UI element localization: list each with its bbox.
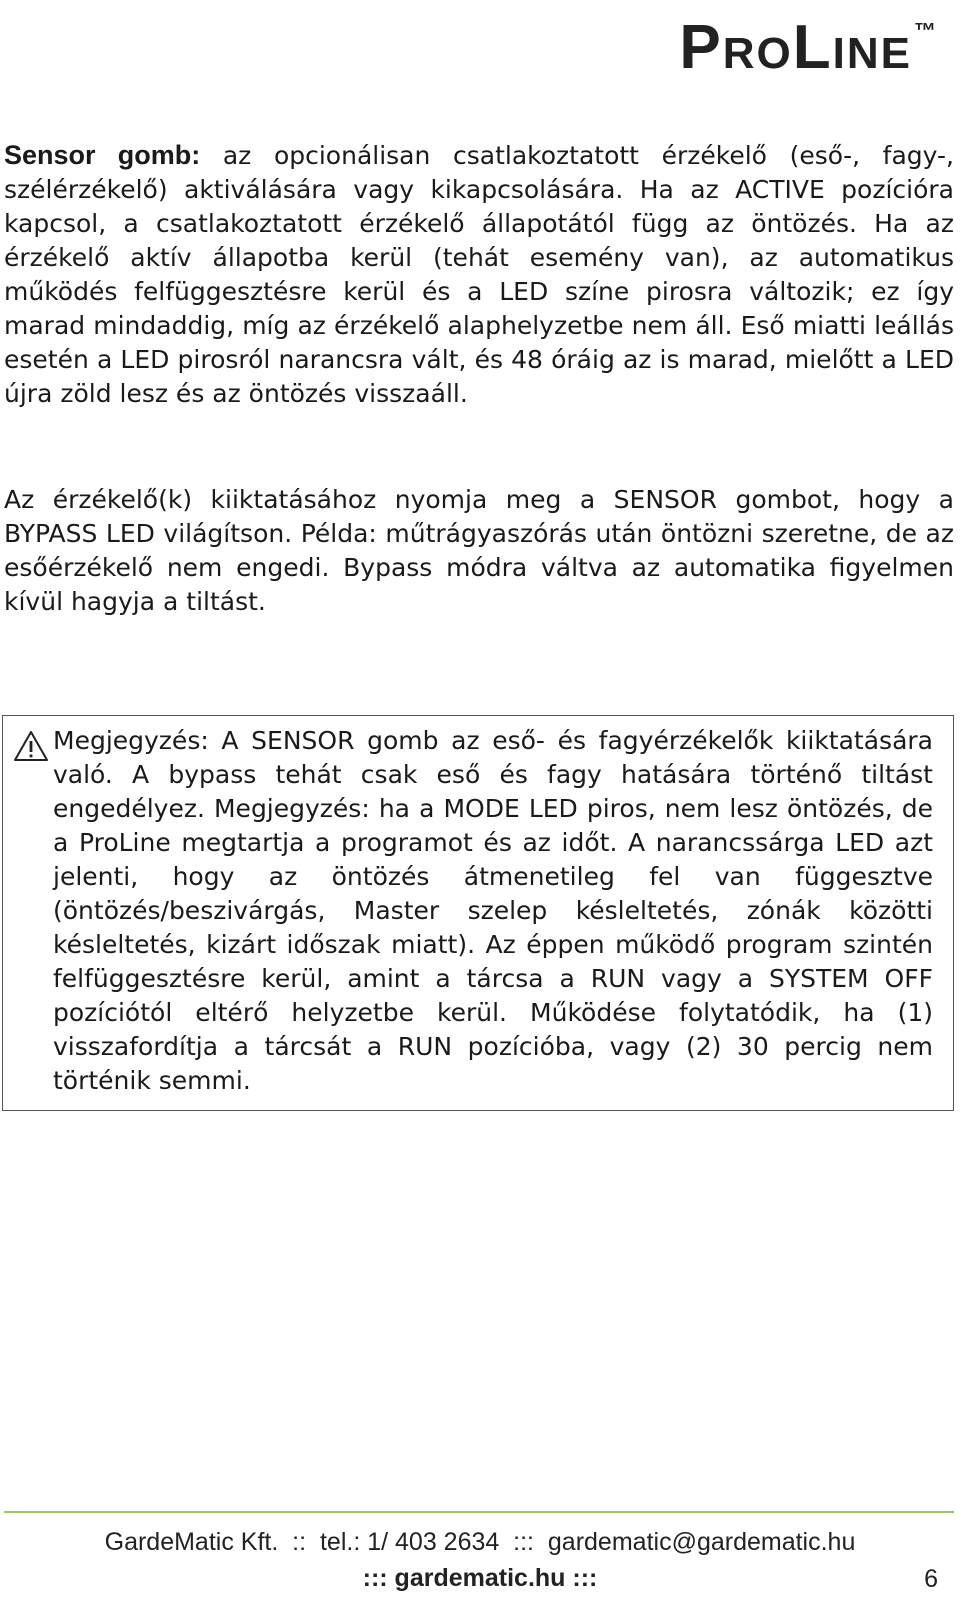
sensor-button-description: az opcionálisan csatlakoztatott érzékelő (eső-, fagy-, szélérzékelő) aktiválására vagy kikapcsolására. Ha az ACTIVE pozícióra kapcsol, a csatlakoztatott érzékelő állapotától függ az öntözés. Ha az érzékelő aktív állapotba kerül (tehát esemény van), az automatikus működés felfüggesztésre kerül és a LED színe pirosra változik; ez így marad mindaddig, míg az érzékelő alaphelyzetbe nem áll. Eső miatti leállás esetén a LED pirosról narancsra vált, és 48 óráig az is marad, mielőtt a LED újra zöld lesz és az öntözés visszaáll.	[4, 141, 954, 408]
page-number: 6	[924, 1565, 938, 1593]
note-text: Megjegyzés: A SENSOR gomb az eső- és fagyérzékelők kiiktatására való. A bypass tehát csak eső és fagy hatására történő tiltást engedélyez. Megjegyzés: ha a MODE LED piros, nem lesz öntözés, de a ProLine megtartja a programot és az időt. A narancssárga LED azt jelenti, hogy az öntözés átmenetileg fel van függesztve (öntözés/beszivárgás, Master szelep késleltetés, zónák közötti késleltetés, kizárt időszak miatt). Az éppen működő program szintén felfüggesztésre kerül, amint a tárcsa a RUN vagy a SYSTEM OFF pozíciótól eltérő helyzetbe kerül. Működése folytatódik, ha (1) visszafordítja a tárcsát a RUN pozícióba, vagy (2) 30 percig nem történik semmi.	[53, 726, 933, 1095]
footer-website-line: ::: gardematic.hu :::	[362, 1564, 598, 1592]
proline-logo: PROLINE™	[679, 13, 938, 82]
footer-contact-line: GardeMatic Kft. :: tel.: 1/ 403 2634 ::: gardematic@gardematic.hu	[104, 1528, 856, 1556]
sensor-button-paragraph	[4, 138, 954, 411]
bypass-paragraph: Az érzékelő(k) kiiktatásához nyomja meg a SENSOR gombot, hogy a BYPASS LED világítson. Példa: műtrágyaszórás után öntözni szeretne, de az esőérzékelő nem engedi. Bypass módra váltva az automatika figyelmen kívül hagyja a tiltást.	[4, 485, 954, 616]
warning-triangle-icon	[13, 730, 49, 762]
footer-divider	[4, 1511, 954, 1513]
note-box	[2, 715, 954, 1111]
sensor-button-label: Sensor gomb:	[4, 140, 201, 170]
